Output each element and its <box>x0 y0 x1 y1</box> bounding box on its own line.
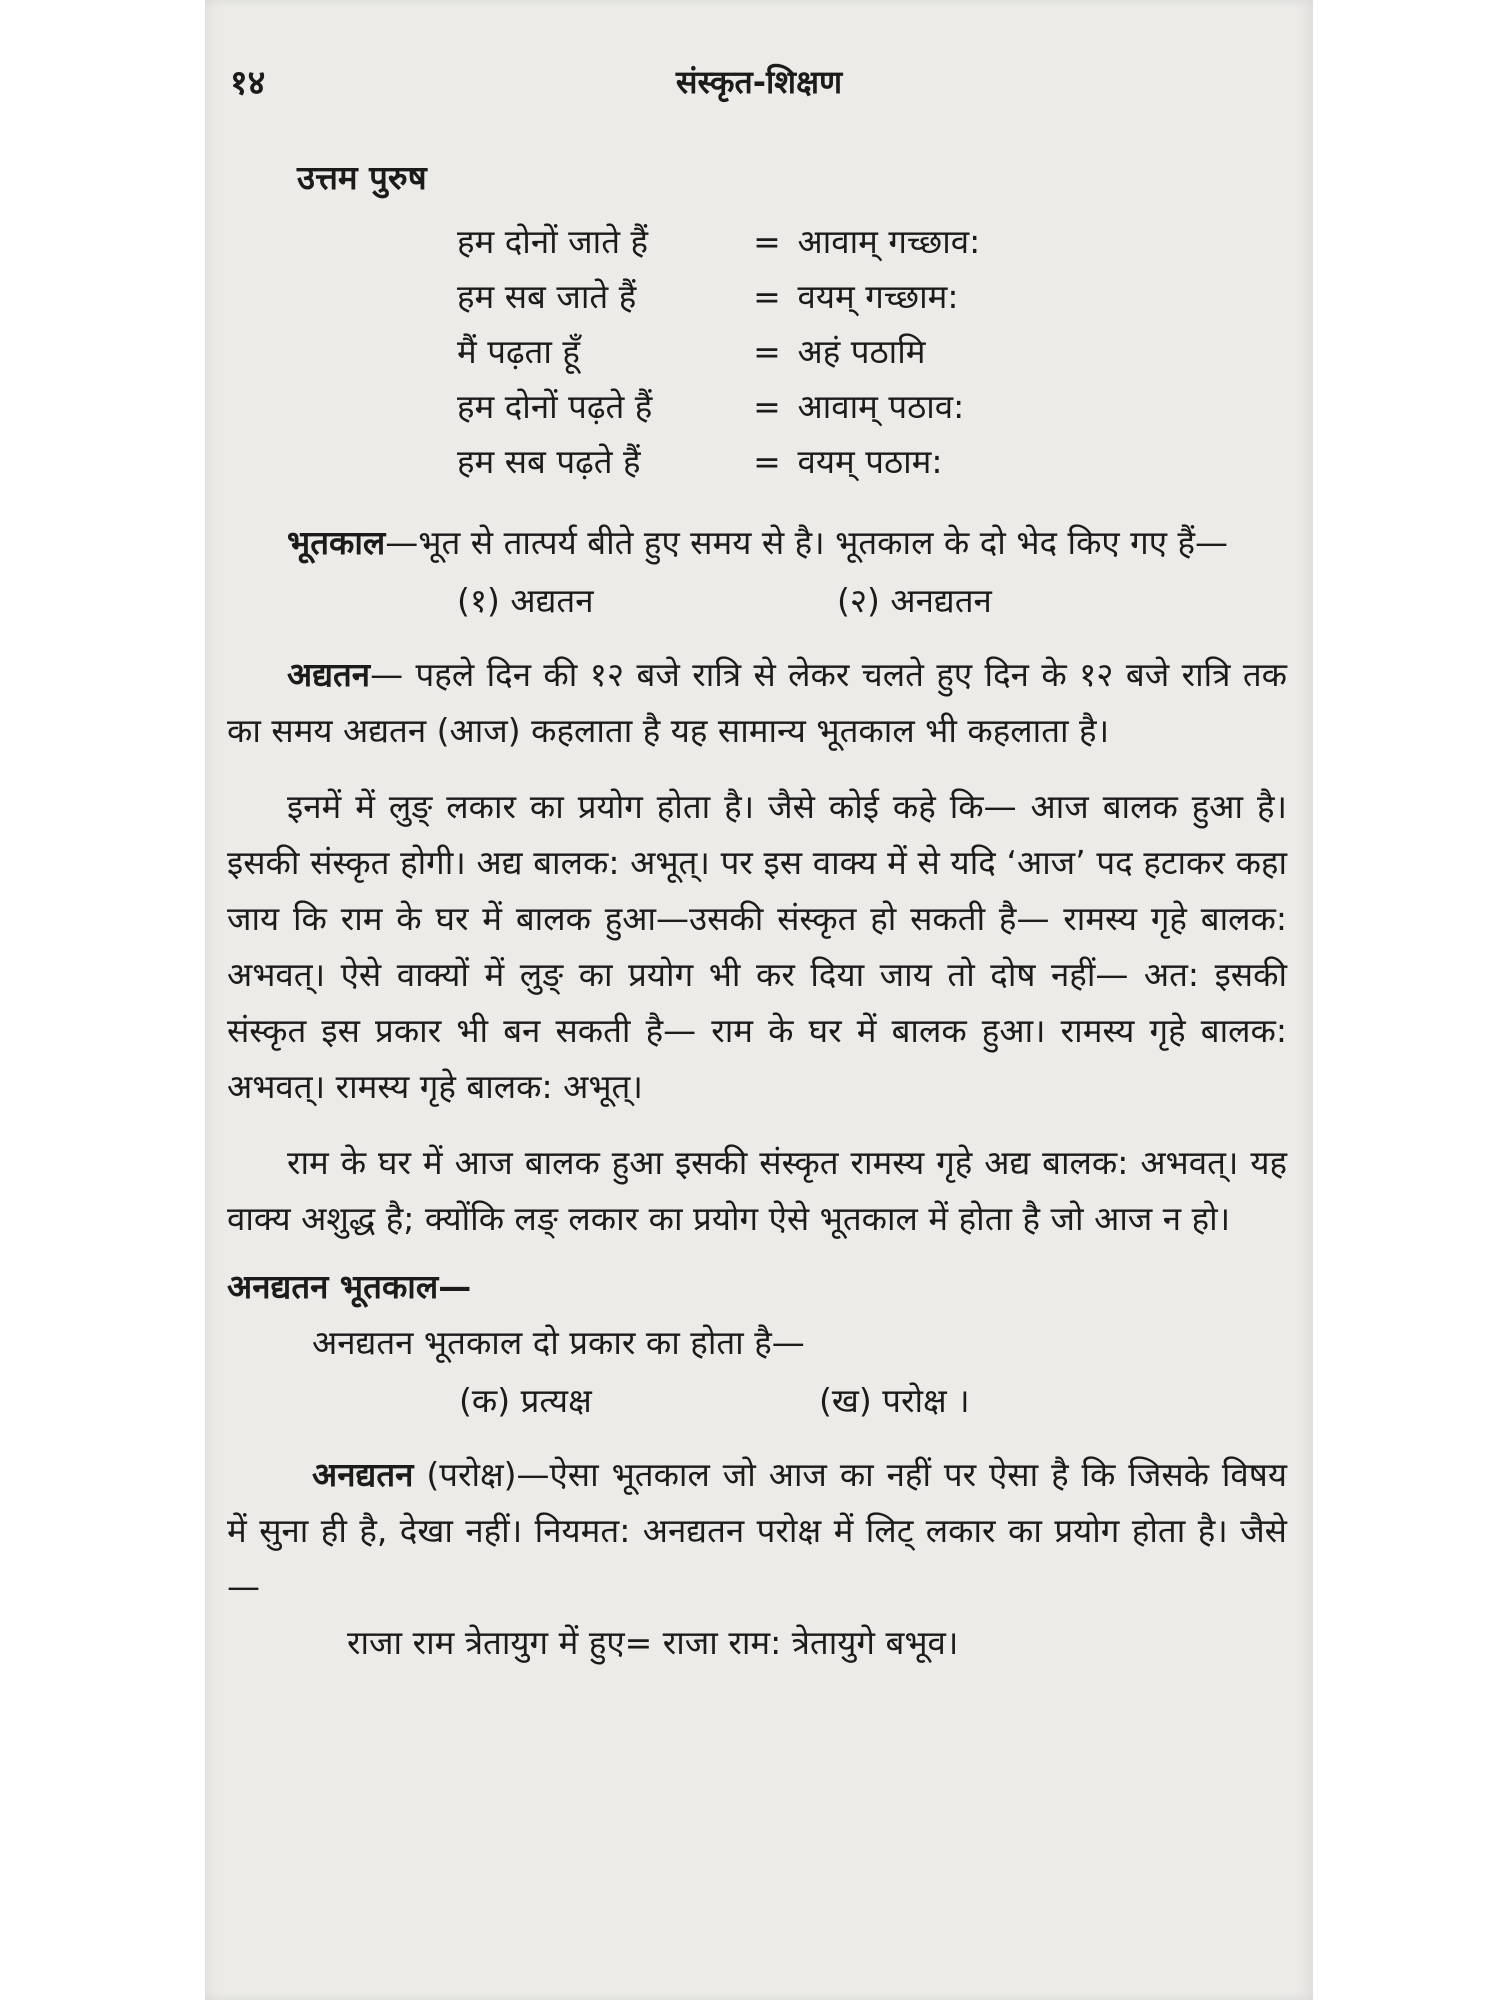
definition-text: — पहले दिन की १२ बजे रात्रि से लेकर चलते हुए दिन के १२ बजे रात्रि तक का समय अद्यतन (आज) कहलाता है यह सामान्य भूतकाल भी कहलाता है। <box>227 655 1287 750</box>
conjugation-row <box>457 269 1287 324</box>
section-heading-uttam-purush: उत्तम पुरुष <box>297 158 427 197</box>
paragraph-lung-lakar: इनमें में लुङ् लकार का प्रयोग होता है। जैसे कोई कहे कि— आज बालक हुआ है। इसकी संस्कृत होगी। अद्य बालक: अभूत्। पर इस वाक्य में से यदि ‘आज’ पद हटाकर कहा जाय कि राम के घर में बालक हुआ—उसकी संस्कृत हो सकती है— रामस्य गृहे बालक: अभवत्। ऐसे वाक्यों में लुङ् का प्रयोग भी कर दिया जाय तो दोष नहीं— अत: इसकी संस्कृत इस प्रकार भी बन सकती है— राम के घर में बालक हुआ। रामस्य गृहे बालक: अभवत्। रामस्य गृहे बालक: अभूत्। <box>227 787 1287 1106</box>
sanskrit-form: आवाम् गच्छाव: <box>797 222 981 261</box>
type-paroksh: (ख) परोक्ष । <box>819 1381 970 1420</box>
conjugation-row <box>457 379 1287 434</box>
type-pratyaksh: (क) प्रत्यक्ष <box>459 1381 592 1420</box>
equals-sign: = <box>753 387 781 426</box>
paragraph-paroksh <box>227 1447 1287 1615</box>
anadyatan-types <box>227 1373 1287 1429</box>
book-page <box>205 0 1313 2000</box>
equals-sign: = <box>753 332 781 371</box>
sanskrit-form: वयम् गच्छाम: <box>797 277 959 316</box>
example-sentence: राजा राम त्रेतायुग में हुए= राजा राम: त्रेतायुगे बभूव। <box>347 1623 959 1662</box>
hindi-form: हम सब पढ़ते हैं <box>457 442 641 481</box>
type-adyatan: (१) अद्यतन <box>457 581 594 620</box>
definition-text: —भूत से तात्पर्य बीते हुए समय से है। भूतकाल के दो भेद किए गए हैं— <box>385 523 1229 562</box>
paragraph-adyatan <box>227 647 1287 759</box>
equals-sign: = <box>753 442 781 481</box>
hindi-form: हम सब जाते हैं <box>457 277 637 316</box>
sanskrit-form: अहं पठामि <box>797 332 926 371</box>
page-content <box>227 150 1287 1671</box>
bhootkaal-types <box>227 573 1287 629</box>
conjugation-row <box>457 214 1287 269</box>
type-anadyatan: (२) अनद्यतन <box>837 581 992 620</box>
hindi-form: मैं पढ़ता हूँ <box>457 332 580 371</box>
sanskrit-form: आवाम् पठाव: <box>797 387 965 426</box>
hindi-form: हम दोनों पढ़ते हैं <box>457 387 653 426</box>
paragraph-ram-example: राम के घर में आज बालक हुआ इसकी संस्कृत रामस्य गृहे अद्य बालक: अभवत्। यह वाक्य अशुद्ध है; क्योंकि लङ् लकार का प्रयोग ऐसे भूतकाल में होता है जो आज न हो। <box>227 1143 1287 1238</box>
equals-sign: = <box>753 222 781 261</box>
page-number: १४ <box>230 63 266 103</box>
sanskrit-form: वयम् पठाम: <box>797 442 943 481</box>
paragraph-bhootkaal <box>227 515 1287 571</box>
definition-text: (परोक्ष)—ऐसा भूतकाल जो आज का नहीं पर ऐसा है कि जिसके विषय में सुना ही है, देखा नहीं। नियमत: अनद्यतन परोक्ष में लिट् लकार का प्रयोग होता है। जैसे— <box>227 1455 1287 1606</box>
page-header <box>205 58 1313 108</box>
term-anadyatan: अनद्यतन <box>312 1455 414 1494</box>
conjugation-row <box>457 434 1287 489</box>
conjugation-row <box>457 324 1287 379</box>
equals-sign: = <box>753 277 781 316</box>
term-adyatan: अद्यतन <box>287 655 371 694</box>
hindi-form: हम दोनों जाते हैं <box>457 222 649 261</box>
conjugation-list <box>457 214 1287 489</box>
term-bhootkaal: भूतकाल <box>287 523 386 562</box>
running-title: संस्कृत-शिक्षण <box>675 63 843 101</box>
anadyatan-intro: अनद्यतन भूतकाल दो प्रकार का होता है— <box>312 1323 805 1362</box>
section-heading-anadyatan: अनद्यतन भूतकाल— <box>227 1267 472 1306</box>
